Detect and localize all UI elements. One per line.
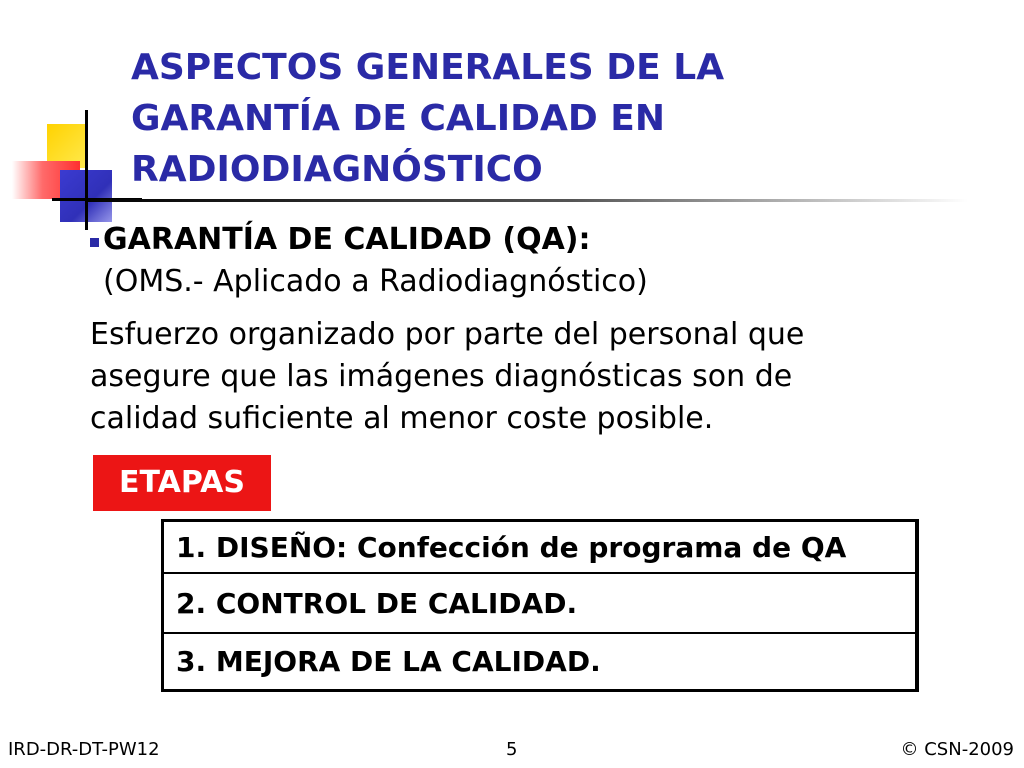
- bullet-heading-text: GARANTÍA DE CALIDAD (QA):: [103, 222, 591, 257]
- title-line: GARANTÍA DE CALIDAD EN: [131, 98, 665, 139]
- table-row: [163, 521, 918, 574]
- bullet-subline: (OMS.- Aplicado a Radiodiagnóstico): [103, 264, 648, 299]
- step-cell: 2. CONTROL DE CALIDAD.: [163, 573, 918, 633]
- slide-title: [131, 42, 911, 195]
- paragraph-line: Esfuerzo organizado por parte del personal que: [90, 317, 805, 352]
- definition-paragraph: [90, 314, 970, 440]
- steps-table: [161, 519, 919, 692]
- footer-page-number: 5: [506, 739, 518, 760]
- etapas-label: ETAPAS: [93, 455, 271, 511]
- step-cell: 3. MEJORA DE LA CALIDAD.: [163, 633, 918, 691]
- title-line: RADIODIAGNÓSTICO: [131, 149, 543, 190]
- table-row: [163, 573, 918, 633]
- bullet-heading: [90, 220, 591, 260]
- bullet-square-icon: [90, 238, 99, 247]
- step-cell: 1. DISEÑO: Confección de programa de QA: [163, 521, 918, 574]
- title-divider: [88, 199, 968, 202]
- logo-vertical-line: [85, 110, 88, 230]
- footer-document-code: IRD-DR-DT-PW12: [8, 739, 160, 760]
- slide-logo-icon: [0, 100, 140, 240]
- paragraph-line: asegure que las imágenes diagnósticas son de: [90, 359, 793, 394]
- paragraph-line: calidad suficiente al menor coste posible.: [90, 401, 714, 436]
- footer-copyright: © CSN-2009: [900, 739, 1014, 760]
- title-line: ASPECTOS GENERALES DE LA: [131, 47, 725, 88]
- table-row: [163, 633, 918, 691]
